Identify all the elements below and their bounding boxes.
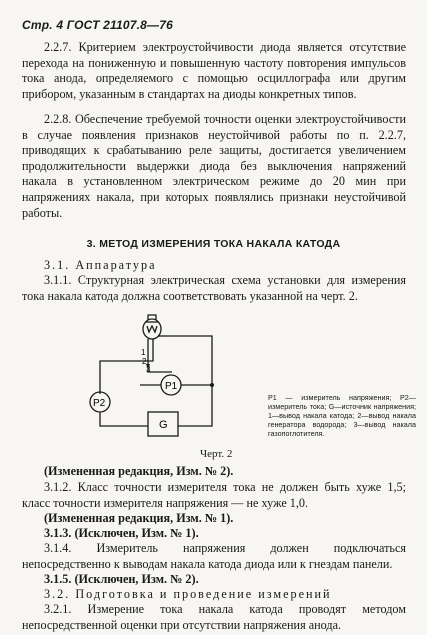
diode-tube: [143, 315, 164, 350]
lead-2-label: 2: [142, 357, 147, 366]
revision-note-1: (Измененная редакция, Изм. № 2).: [44, 464, 234, 478]
lead-1-label: 1: [141, 348, 146, 357]
page-header: Стр. 4 ГОСТ 21107.8—76: [22, 18, 173, 32]
paragraph-2-2-7: 2.2.7. Критерием электроустойчивости диода является отсутствие перехода на пониженную и повышенную частоту повторения импульсов тока анода, определяемого с помощью осциллографа или другим прибором, указанным в стандартах на диоды конкретных типов.: [22, 40, 406, 101]
wire-top-loop: [164, 336, 212, 385]
paragraph-3-1-2: 3.1.2. Класс точности измерителя тока не должен быть хуже 1,5; класс точности измерителя напряжения — не хуже 1,0.: [22, 480, 406, 510]
paragraph-2-2-8: 2.2.8. Обеспечение требуемой точности оценки электроустойчивости в случае появления признаков неустойчивой работы по п. 2.2.7, приводящих к срабатыванию реле защиты, достигается увеличением продолжительности выдержки диода без выключения напряжений накала в установленном электрическом режиме до 20 мин при напряжениях накала, при которых появлялись признаки неустойчивой работы.: [22, 112, 406, 220]
lead-3-label: 3: [146, 365, 151, 374]
section-title: 3. МЕТОД ИЗМЕРЕНИЯ ТОКА НАКАЛА КАТОДА: [86, 238, 341, 250]
p1-label: P1: [165, 381, 178, 392]
subsection-3-1: 3.1. Аппаратура: [44, 258, 157, 272]
p2-label: P2: [93, 398, 106, 409]
paragraph-3-1-1: 3.1.1. Структурная электрическая схема установки для измерения тока накала катода должна соответствовать указанной на черт. 2.: [22, 273, 406, 303]
paragraph-3-1-4: 3.1.4. Измеритель напряжения должен подключаться непосредственно к выводам накала катода диода или к гнездам панели.: [22, 541, 406, 571]
figure-caption: Черт. 2: [200, 448, 233, 460]
circuit-diagram: [60, 312, 260, 447]
paragraph-3-1-3: 3.1.3. (Исключен, Изм. № 1).: [44, 526, 199, 540]
wire-p2-down: [100, 412, 148, 426]
wire-right: [178, 385, 212, 426]
diagram-legend: P1 — измеритель напряжения; P2—измеритель тока; G—источник напряжения; 1—вывод накала катода; 2—вывод накала генератора водорода; 3—вывод накала газопоглотителя.: [268, 393, 416, 438]
revision-note-2: (Измененная редакция, Изм. № 1).: [44, 511, 234, 525]
subsection-3-2: 3.2. Подготовка и проведение измерений: [44, 587, 332, 601]
g-label: G: [159, 419, 168, 431]
paragraph-3-2-1: 3.2.1. Измерение тока накала катода проводят методом непосредственной оценки при отсутствии напряжения анода.: [22, 602, 406, 632]
paragraph-3-1-5: 3.1.5. (Исключен, Изм. № 2).: [44, 572, 199, 586]
wire-lead-1: [148, 348, 172, 372]
